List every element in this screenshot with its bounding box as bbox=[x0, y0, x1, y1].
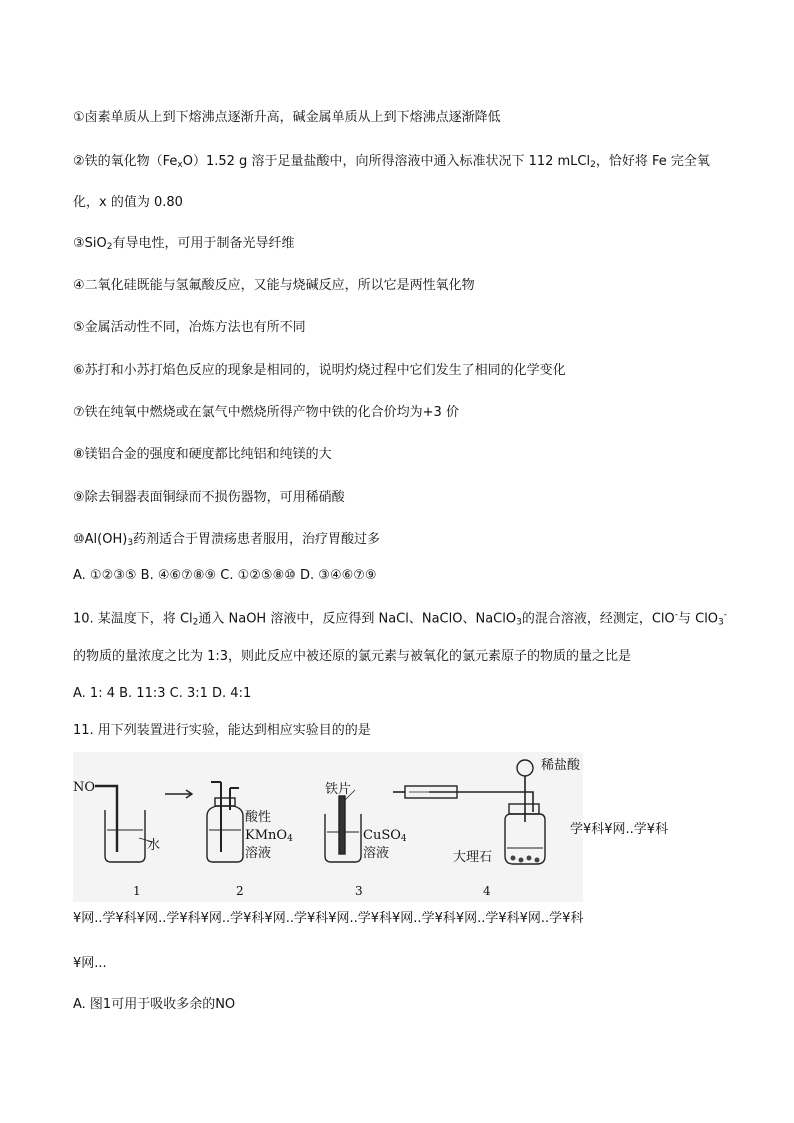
marble-chip-4 bbox=[535, 858, 540, 863]
marble-chip-2 bbox=[519, 858, 524, 863]
iron-plate bbox=[339, 796, 345, 854]
q10-text-c: 的混合溶液，经测定，ClO bbox=[521, 611, 675, 627]
label-solution-2: 溶液 bbox=[363, 846, 390, 861]
stopper-2 bbox=[215, 798, 235, 806]
item-10-text-a: ⑩Al(OH) bbox=[73, 532, 128, 547]
label-kmno4 bbox=[245, 828, 293, 847]
item-3-sub: 2 bbox=[106, 242, 113, 252]
apparatus-drawing bbox=[73, 752, 583, 902]
item-10 bbox=[73, 531, 380, 552]
label-cuso4 bbox=[363, 828, 407, 847]
label-solution: 溶液 bbox=[245, 846, 272, 861]
fig-number-2: 2 bbox=[236, 884, 244, 898]
beaker-1 bbox=[105, 810, 145, 862]
watermark-right: 学¥科¥网..学¥科 bbox=[570, 822, 669, 837]
inlet-tube-1 bbox=[95, 786, 117, 852]
q10-sup-2: - bbox=[723, 610, 728, 620]
item-2-text-c: ，恰好将 Fe 完全氧 bbox=[595, 154, 710, 169]
item-8: ⑧镁铝合金的强度和硬度都比纯铝和纯镁的大 bbox=[73, 447, 332, 462]
label-cuso4-text: CuSO bbox=[363, 828, 401, 843]
q10-sub-2: 3 bbox=[516, 617, 522, 628]
q9-options: A. ①②③⑤ B. ④⑥⑦⑧⑨ C. ①②⑤⑧⑩ D. ③④⑥⑦⑨ bbox=[73, 568, 377, 583]
label-water: 水 bbox=[147, 838, 161, 853]
marble-chip-3 bbox=[527, 856, 532, 861]
item-2-text-a: ②铁的氧化物（Fe bbox=[73, 154, 178, 169]
item-3 bbox=[73, 235, 295, 256]
item-7: ⑦铁在纯氧中燃烧或在氯气中燃烧所得产物中铁的化合价均为+3 价 bbox=[73, 405, 459, 420]
item-3-text-a: ③SiO bbox=[73, 236, 107, 251]
item-2-line-2: 化，x 的值为 0.80 bbox=[73, 195, 183, 210]
q10-sub-1: 2 bbox=[192, 617, 199, 628]
item-10-sub: 3 bbox=[127, 538, 134, 548]
q10-line-1 bbox=[73, 606, 727, 631]
item-4: ④二氧化硅既能与氢氟酸反应，又能与烧碱反应，所以它是两性氧化物 bbox=[73, 278, 475, 293]
item-1: ①卤素单质从上到下熔沸点逐渐升高，碱金属单质从上到下熔沸点逐渐降低 bbox=[73, 110, 501, 125]
item-2-sub-x: x bbox=[177, 160, 183, 170]
q10-text-d: 与 ClO bbox=[677, 611, 719, 627]
label-marble: 大理石 bbox=[453, 850, 493, 865]
label-cuso4-sub: 4 bbox=[400, 834, 407, 844]
watermark-line-2: ¥网... bbox=[73, 956, 107, 971]
item-5: ⑤金属活动性不同，冶炼方法也有所不同 bbox=[73, 320, 306, 335]
item-2-line-1 bbox=[73, 153, 710, 174]
label-hcl: 稀盐酸 bbox=[541, 758, 581, 773]
q10-options: A. 1: 4 B. 11:3 C. 3:1 D. 4:1 bbox=[73, 686, 252, 701]
delivery-tube bbox=[429, 792, 533, 812]
item-10-text-b: 药剂适合于胃溃疡患者服用，治疗胃酸过多 bbox=[133, 532, 381, 547]
watermark-line: ¥网..学¥科¥网..学¥科¥网..学¥科¥网..学¥科¥网..学¥科¥网..学¥科¥网..学¥科¥网..学¥科 bbox=[73, 911, 584, 926]
fig-number-3: 3 bbox=[355, 884, 363, 898]
item-3-text-b: 有导电性，可用于制备光导纤维 bbox=[112, 236, 295, 251]
q10-line-2: 的物质的量浓度之比为 1:3，则此反应中被还原的氯元素与被氧化的氯元素原子的物质的量之比是 bbox=[73, 649, 632, 664]
q11-apparatus-figure bbox=[73, 752, 583, 902]
label-iron: 铁片 bbox=[325, 782, 352, 797]
label-no: NO bbox=[73, 780, 96, 795]
marble-chips bbox=[511, 856, 540, 863]
item-2-text-b: O）1.52 g 溶于足量盐酸中，向所得溶液中通入标准状况下 112 mLCl bbox=[182, 154, 591, 169]
item-2-sub-2: 2 bbox=[590, 160, 596, 170]
fig-number-1: 1 bbox=[133, 884, 141, 898]
label-acidic: 酸性 bbox=[245, 810, 272, 825]
q10-sub-3: 3 bbox=[718, 617, 724, 628]
marble-chip-1 bbox=[511, 856, 516, 861]
label-kmno4-text: KMnO bbox=[245, 828, 288, 843]
label-kmno4-sub: 4 bbox=[287, 834, 293, 844]
q11-option-a: A. 图1可用于吸收多余的NO bbox=[73, 997, 236, 1012]
q11-stem: 11. 用下列装置进行实验，能达到相应实验目的的是 bbox=[73, 723, 371, 738]
stopper-4 bbox=[509, 804, 539, 814]
bottle-2 bbox=[207, 806, 243, 862]
q10-text-a: 10. 某温度下，将 Cl bbox=[73, 611, 193, 627]
item-6: ⑥苏打和小苏打焰色反应的现象是相同的，说明灼烧过程中它们发生了相同的化学变化 bbox=[73, 363, 566, 378]
q10-sup-1: - bbox=[674, 610, 678, 620]
q10-text-b: 通入 NaOH 溶液中，反应得到 NaCl、NaClO、NaClO bbox=[198, 611, 517, 627]
fig-number-4: 4 bbox=[483, 884, 491, 898]
item-9: ⑨除去铜器表面铜绿而不损伤器物，可用稀硝酸 bbox=[73, 490, 345, 505]
funnel-bulb bbox=[517, 760, 533, 776]
